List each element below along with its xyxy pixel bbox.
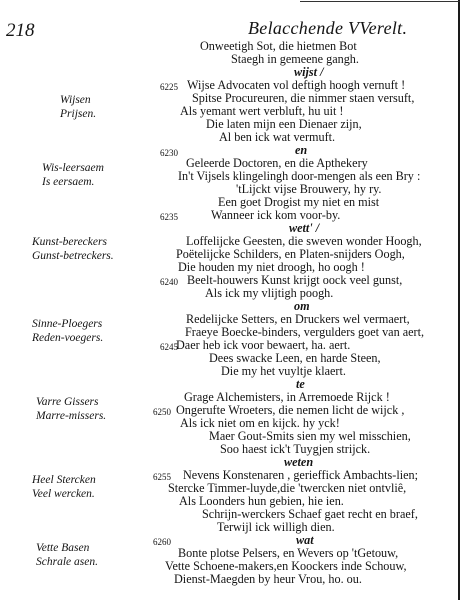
verse-line-number: 6250 [153,407,171,417]
verse-line-number: 6225 [160,82,178,92]
verse-line-number: 6235 [160,212,178,222]
poem-line: Poëtelijcke Schilders, en Platen-snijders Oogh, [176,247,405,261]
margin-note: Reden-voegers. [32,332,104,344]
stanza-heading: wat [296,533,314,547]
verse-line-number: 6245 [160,342,178,352]
poem-line: In't Vijsels klingelingh door-mengen als een Bry : [178,169,421,183]
margin-note: Varre Gissers [36,396,99,408]
verse-line-number: 6230 [160,148,178,158]
poem-line: Maer Gout-Smits sien my wel misschien, [209,429,411,443]
margin-note: Vette Basen [36,542,90,554]
margin-note: Kunst-bereckers [32,236,107,248]
poem-line: Schrijn-werckers Schaef gaet recht en braef, [202,507,418,521]
poem-line: Dees swacke Leen, en harde Steen, [209,351,381,365]
poem-line: Dienst-Maegden by heur Vrou, ho. ou. [174,572,362,586]
poem-line: Nevens Konstenaren , gerieffick Ambachts-lien; [183,468,418,482]
margin-note: Is eersaem. [42,176,95,188]
poem-line: Redelijcke Setters, en Druckers wel vermaert, [186,312,410,326]
poem-line: Grage Alchemisters, in Arremoede Rijck ! [184,390,390,404]
poem-line: Die houden my niet droogh, ho oogh ! [178,260,365,274]
stanza-heading: en [295,143,308,157]
margin-note: Gunst-betreckers. [32,250,114,262]
margin-note: Wijsen [60,94,91,106]
poem-line: Bonte plotse Pelsers, en Wevers op 'tGetouw, [178,546,399,560]
margin-note: Marre-missers. [36,410,107,422]
poem-line: Die laten mijn een Dienaer zijn, [206,117,362,131]
page-number: 218 [6,20,35,41]
poem-line: Als ick my vlijtigh poogh. [205,286,334,300]
poem-line: Als ick niet om en kijck. hy yck! [180,416,340,430]
poem-line: Vette Schoene-makers,en Koockers inde Schouw, [165,559,407,573]
margin-note: Schrale asen. [36,556,98,568]
poem-line: Wanneer ick kom voor-by. [211,208,341,222]
poem-line: Ongerufte Wroeters, die nemen licht de wijck , [176,403,405,417]
poem-line: Staegh in gemeene gangh. [231,52,359,66]
poem-line: Een goet Drogist my niet en mist [218,195,380,209]
poem-line: Geleerde Doctoren, en die Apthekery [186,156,368,170]
poem-line: Als Loonders hun gebien, hie ien. [179,494,344,508]
poem-line: Terwijl ick willigh dien. [217,520,335,534]
margin-note: Sinne-Ploegers [32,318,103,330]
poem-line: Als yemant wert verbluft, hu uit ! [180,104,344,118]
margin-note: Wis-leersaem [42,162,104,174]
page-border [458,0,460,600]
stanza-heading: wijst / [294,65,324,79]
stanza-heading: wett' / [289,221,320,235]
margin-note: Prijsen. [60,108,97,120]
poem-line: Soo haest ick't Tuygjen strijck. [220,442,371,456]
poem-line: Spitse Procureuren, die nimmer staen versuft, [192,91,415,105]
poem-line: Daer heb ick voor bewaert, ha. aert. [176,338,351,352]
poem-line: Fraeye Boecke-binders, vergulders goet van aert, [185,325,425,339]
margin-note: Heel Stercken [32,474,96,486]
poem-line: Loffelijcke Geesten, die sweven wonder Hoogh, [186,234,422,248]
stanza-heading: om [294,299,310,313]
verse-line-number: 6240 [160,277,178,287]
poem-line: Stercke Timmer-luyde,die 'twercken niet ontvliê, [168,481,407,495]
poem-line: Beelt-houwers Kunst krijgt oock veel gunst, [187,273,403,287]
margin-note: Veel wercken. [32,488,95,500]
running-title: Belacchende VVerelt. [248,18,408,38]
page-border-top [300,1,460,2]
poem-line: 'tLijckt vijse Brouwery, hy ry. [236,182,382,196]
stanza-heading: weten [284,455,314,469]
poem-line: Die my het vuyltje klaert. [221,364,346,378]
poem-line: Wijse Advocaten vol deftigh hoogh vernuft ! [187,78,406,92]
stanza-heading: te [296,377,305,391]
verse-line-number: 6255 [153,472,171,482]
verse-line-number: 6260 [153,537,171,547]
poem-line: Onweetigh Sot, die hietmen Bot [200,39,357,53]
poem-line: Al ben ick wat vermuft. [219,130,336,144]
